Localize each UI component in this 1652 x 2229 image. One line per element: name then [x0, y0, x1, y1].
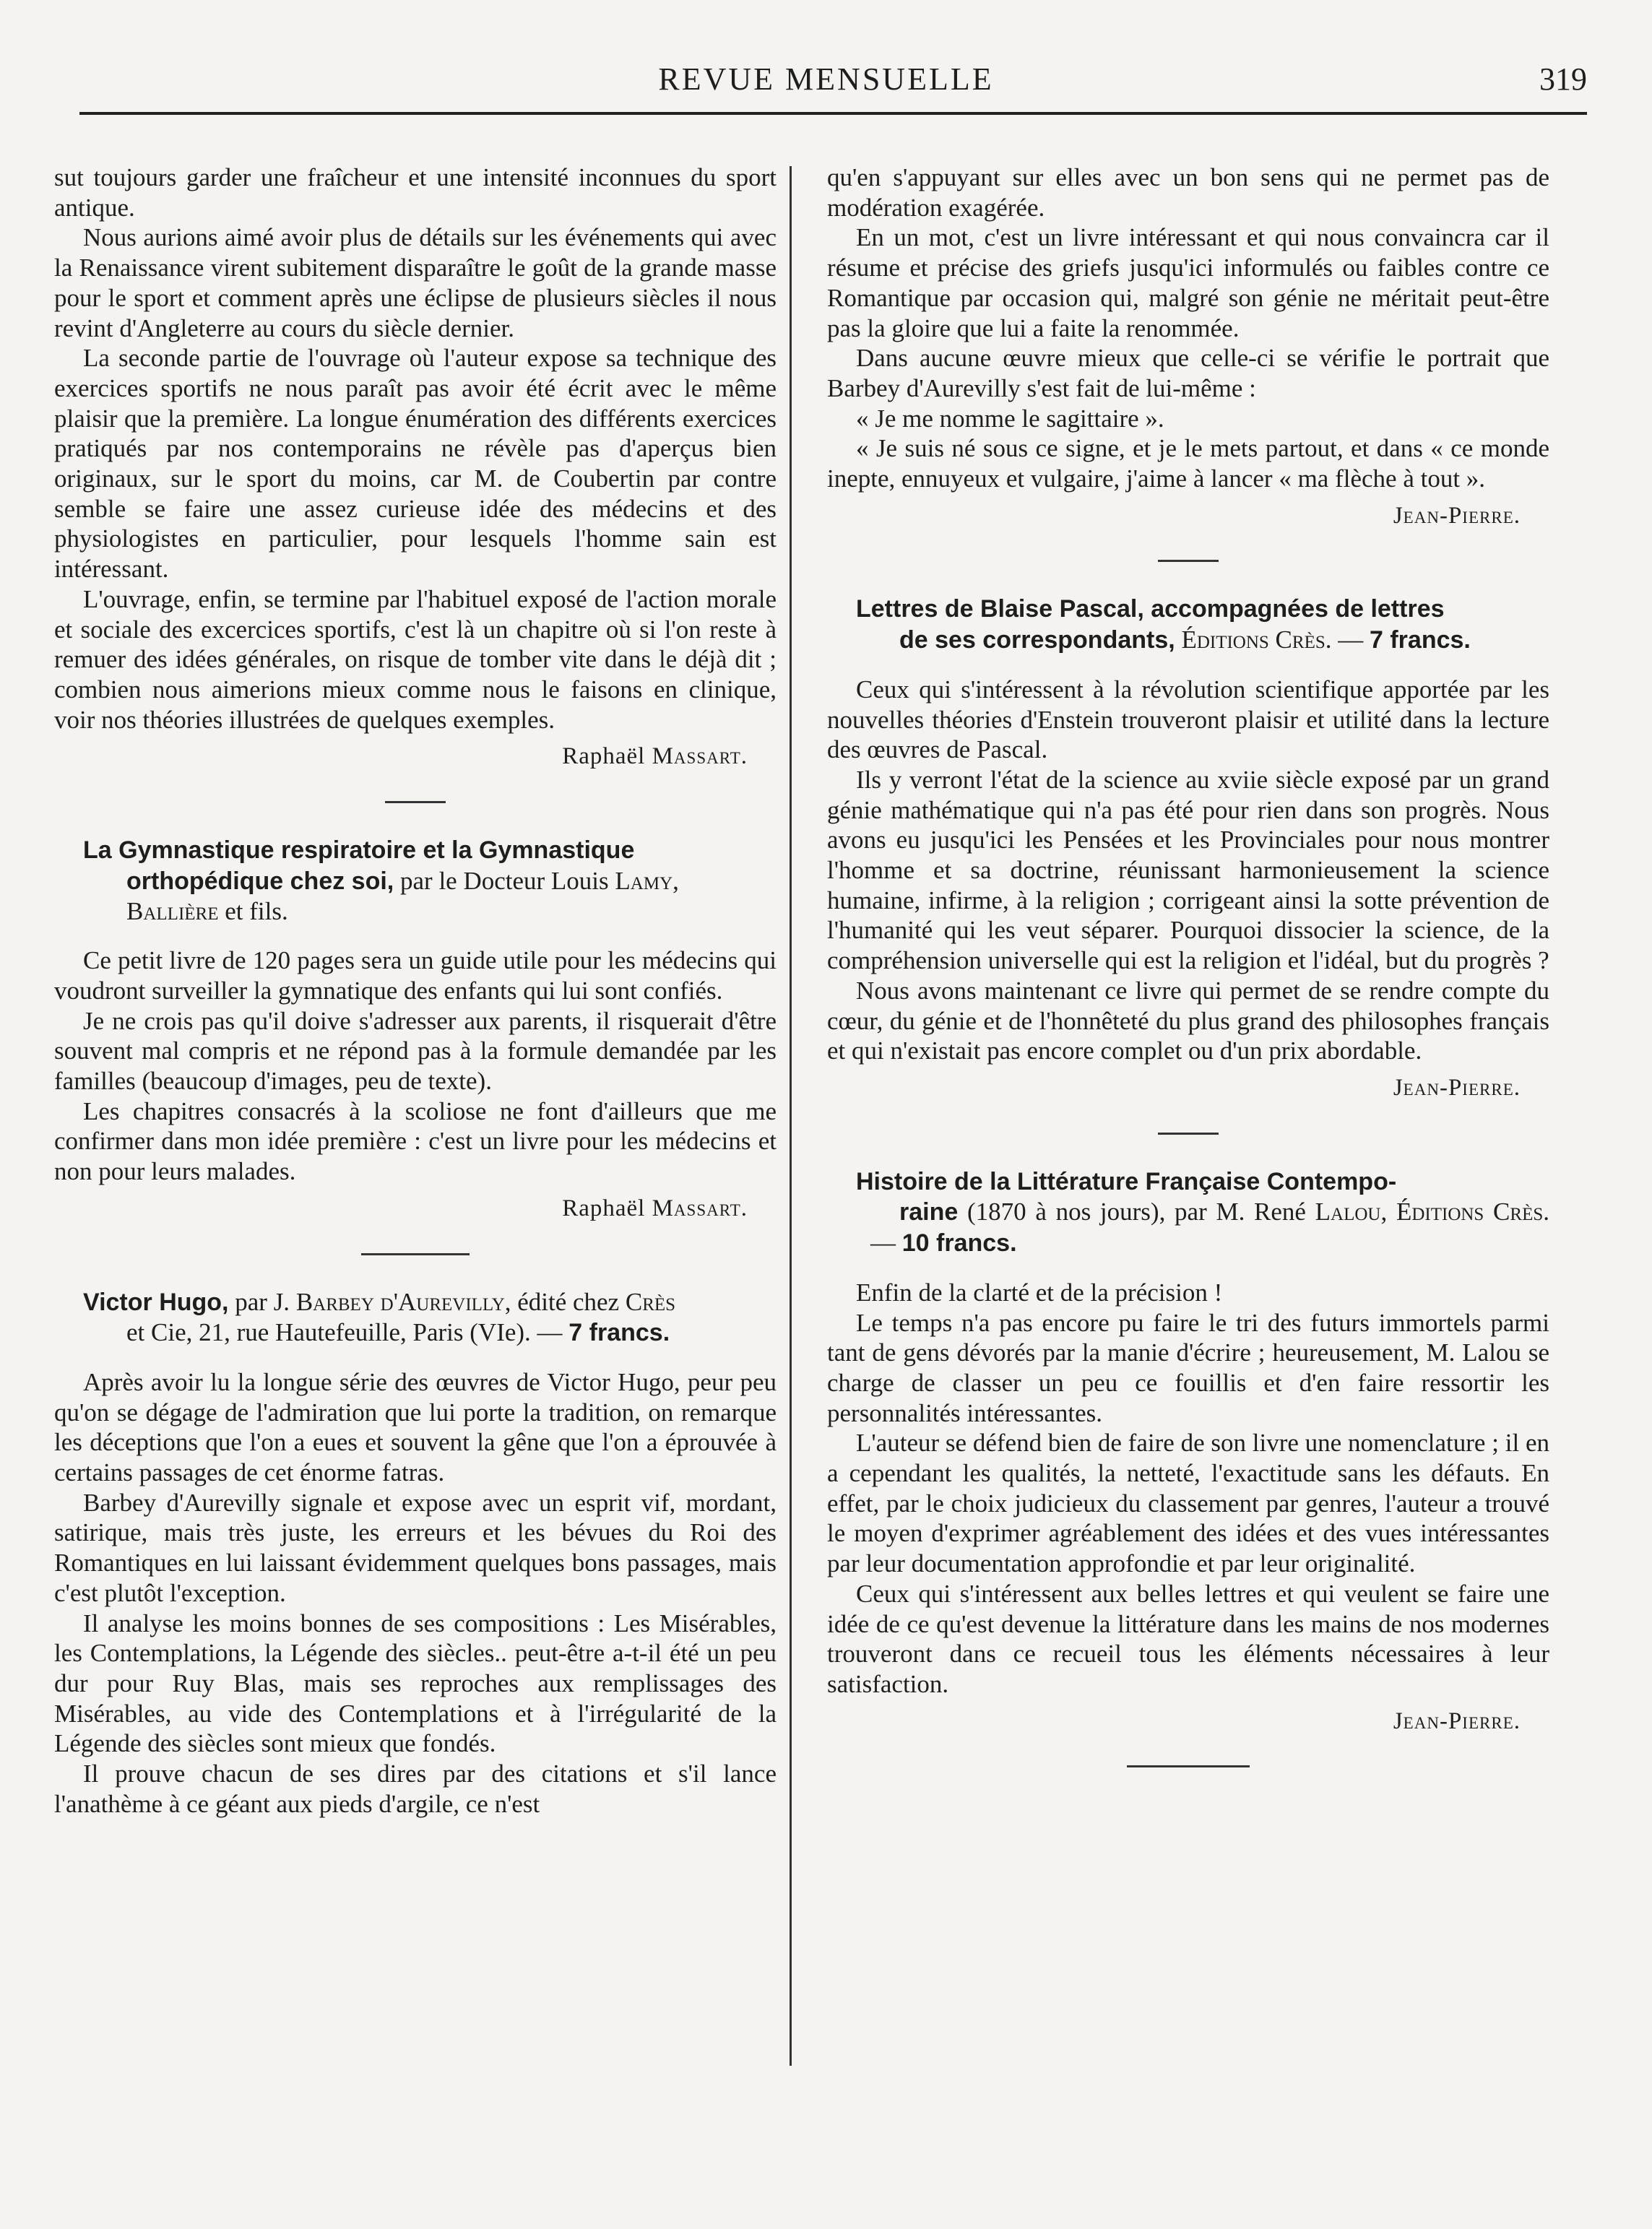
book-title: Lettres de Blaise Pascal, accompagnées de lettres: [856, 595, 1445, 623]
paragraph: sut toujours garder une fraîcheur et une intensité inconnues du sport antique.: [54, 163, 777, 222]
paragraph: Il analyse les moins bonnes de ses compositions : Les Misérables, les Contemplations, la Légende des siècles.. peut-être a-t-il été un peu dur pour Ruy Blas, mais ses reproches aux remplissages des Misérables, au vide des Contemplations et à l'irrégularité de la Légende des siècles sont mieux que fondés.: [54, 1609, 777, 1758]
section-separator: [385, 801, 446, 803]
book-title: La Gymnastique respiratoire et la Gymnastique: [83, 836, 635, 865]
signature: Raphaël Massart.: [562, 743, 748, 770]
section-separator: [1158, 560, 1219, 562]
paragraph: En un mot, c'est un livre intéressant et qui nous convaincra car il résume et précise des griefs jusqu'ici informulés ou faibles contre ce Romantique par occasion qui, malgré son génie ne méritait peut-être pas la gloire que lui a faite la renommée.: [827, 223, 1549, 342]
publisher-name: Ballière: [126, 897, 219, 926]
paragraph: Le temps n'a pas encore pu faire le tri des futurs immortels parmi tant de gens dévorés par la manie d'écrire ; heureusement, M. Lalou se charge de classer un peu ce fouillis et d'en faire ressortir les personnalités intéressantes.: [827, 1308, 1549, 1427]
review-heading: [827, 594, 1549, 655]
paragraph: Enfin de la clarté et de la précision !: [856, 1278, 1223, 1307]
author-name: Barbey d'Aurevilly,: [295, 1287, 511, 1316]
book-title-cont: orthopédique chez soi,: [126, 867, 394, 895]
section-separator: [361, 1253, 470, 1255]
paragraph: qu'en s'appuyant sur elles avec un bon sens qui ne permet pas de modération exagérée.: [827, 163, 1549, 222]
paragraph: Après avoir lu la longue série des œuvres de Victor Hugo, peur peu qu'on se dégage de l'admiration que lui porte la tradition, on remarque les déceptions que l'on a eues et souvent la gêne que l'on a éprouvée à certains passages de cet énorme fatras.: [54, 1367, 777, 1487]
header-rule: [79, 112, 1587, 115]
book-title-cont: raine: [899, 1198, 959, 1226]
quote-line: « Je me nomme le sagittaire ».: [856, 404, 1164, 433]
paragraph: Ceux qui s'intéressent à la révolution scientifique apportée par les nouvelles théories d'Enstein trouveront plaisir et utilité dans la lecture des œuvres de Pascal.: [827, 675, 1549, 764]
column-divider: [790, 166, 792, 2066]
paragraph: Ils y verront l'état de la science au xviie siècle exposé par un grand génie mathématique qui n'a pas été pour rien dans son progrès. Nous avons eu jusqu'ici les Pensées et les Provinciales pour nous montrer l'homme et sa doctrine, réunissant harmonieusement la science humaine, infirme, à la religion ; corrigeant ainsi la sotte prévention de l'humanité qui les veut séparer. Pourquoi dissocier la science, de la compréhension universelle qui est la religion et l'idéal, but du progrès ?: [827, 765, 1549, 975]
page-number: 319: [1539, 61, 1587, 97]
section-separator: [1158, 1133, 1219, 1135]
publisher-name: Éditions Crès. —: [870, 1198, 1549, 1258]
quote-line: « Je suis né sous ce signe, et je le mets partout, et dans « ce monde inepte, ennuyeux et vulgaire, j'aime à lancer « ma flèche à tout ».: [827, 434, 1549, 493]
price: 7 francs.: [568, 1319, 670, 1347]
book-title: Victor Hugo,: [83, 1288, 229, 1316]
paragraph: La seconde partie de l'ouvrage où l'auteur expose sa technique des exercices sportifs ne nous paraît pas avoir été écrit avec le même plaisir que la première. La longue énumération des différents exercices pratiqués par nos contemporains ne révèle pas d'aperçus bien originaux, sur le sport du moins, car M. de Coubertin par contre semble se faire une assez curieuse idée des médecins et des physiologistes en particulier, pour lesquels l'homme sain est intéressant.: [54, 344, 777, 584]
book-title: Histoire de la Littérature Française Contempo-: [856, 1167, 1397, 1195]
author-name: Lamy,: [615, 866, 679, 895]
paragraph: Il prouve chacun de ses dires par des citations et s'il lance l'anathème à ce géant aux pieds d'argile, ce n'est: [54, 1760, 777, 1818]
review-heading: Victor Hugo, par J. Barbey d'Aurevilly, édité chez Crès et Cie, 21, rue Hautefeuille, Paris (VIe). — 7 francs.: [83, 1287, 676, 1347]
price: 10 francs.: [901, 1229, 1017, 1258]
paragraph: Ceux qui s'intéressent aux belles lettres et qui veulent se faire une idée de ce qu'est devenue la littérature dans les mains de nos modernes trouveront dans ce recueil tous les éléments nécessaires à leur satisfaction.: [827, 1579, 1549, 1698]
book-title-cont: de ses correspondants,: [899, 626, 1175, 654]
paragraph: Dans aucune œuvre mieux que celle-ci se vérifie le portrait que Barbey d'Aurevilly s'est fait de lui-même :: [827, 344, 1549, 402]
signature: Jean-Pierre.: [1393, 1074, 1521, 1101]
publisher-name: Éditions Crès. —: [1175, 626, 1370, 654]
review-heading: Histoire de la Littérature Française Contempo- raine (1870 à nos jours), par M. René Lalou, Éditions Crès. — 10 francs.: [856, 1167, 1549, 1258]
review-heading: La Gymnastique respiratoire et la Gymnastique orthopédique chez soi, par le Docteur Louis Lamy, Ballière et fils.: [83, 836, 679, 926]
paragraph: Les chapitres consacrés à la scoliose ne font d'ailleurs que me confirmer dans mon idée première : c'est un livre pour les médecins et non pour leurs malades.: [54, 1096, 777, 1186]
signature: Jean-Pierre.: [1393, 502, 1521, 529]
author-name: Lalou,: [1315, 1198, 1388, 1226]
page-header: [0, 0, 1652, 108]
paragraph: Ce petit livre de 120 pages sera un guide utile pour les médecins qui voudront surveiller la gymnatique des enfants qui lui sont confiés.: [54, 946, 777, 1005]
publisher-name: Crès: [625, 1287, 676, 1316]
paragraph: Nous avons maintenant ce livre qui permet de se rendre compte du cœur, du génie et de l'honnêteté du plus grand des philosophes français et qui n'existait pas encore complet ou d'un prix abordable.: [827, 976, 1549, 1065]
right-column: [827, 163, 1549, 1799]
price: 7 francs.: [1370, 626, 1471, 654]
section-separator: [1127, 1765, 1250, 1767]
paragraph: Barbey d'Aurevilly signale et expose avec un esprit vif, mordant, satirique, mais très juste, les erreurs et les bévues du Roi des Romantiques en lui laissant évidemment quelques bons passages, mais c'est plutôt l'exception.: [54, 1488, 777, 1607]
paragraph: Je ne crois pas qu'il doive s'adresser aux parents, il risquerait d'être souvent mal compris et ne répond pas à la formule demandée par les familles (beaucoup d'images, peu de texte).: [54, 1006, 777, 1095]
paragraph: L'auteur se défend bien de faire de son livre une nomenclature ; il en a cependant les qualités, la netteté, l'exactitude sans les défauts. En effet, par le choix judicieux du classement par genres, l'auteur a trouvé le moyen d'exprimer agréablement des idées et des vues intéressantes par leur documentation approfondie et par leur originalité.: [827, 1429, 1549, 1578]
signature: Jean-Pierre.: [1393, 1708, 1521, 1734]
paragraph: Nous aurions aimé avoir plus de détails sur les événements qui avec la Renaissance virent subitement disparaître le goût de la grande masse pour le sport et comment après une éclipse de plusieurs siècles il nous revint d'Angleterre au cours du siècle dernier.: [54, 223, 777, 342]
left-column: [54, 163, 777, 1819]
signature: Raphaël Massart.: [562, 1195, 748, 1221]
running-title: REVUE MENSUELLE: [658, 61, 994, 97]
paragraph: L'ouvrage, enfin, se termine par l'habituel exposé de l'action morale et sociale des excercices sportifs, c'est là un chapitre où si l'on reste à remuer des idées générales, on risque de tomber vite dans le déjà dit ; combien nous aimerions mieux comme nous le faisons en clinique, voir nos théories illustrées de quelques exemples.: [54, 584, 777, 734]
